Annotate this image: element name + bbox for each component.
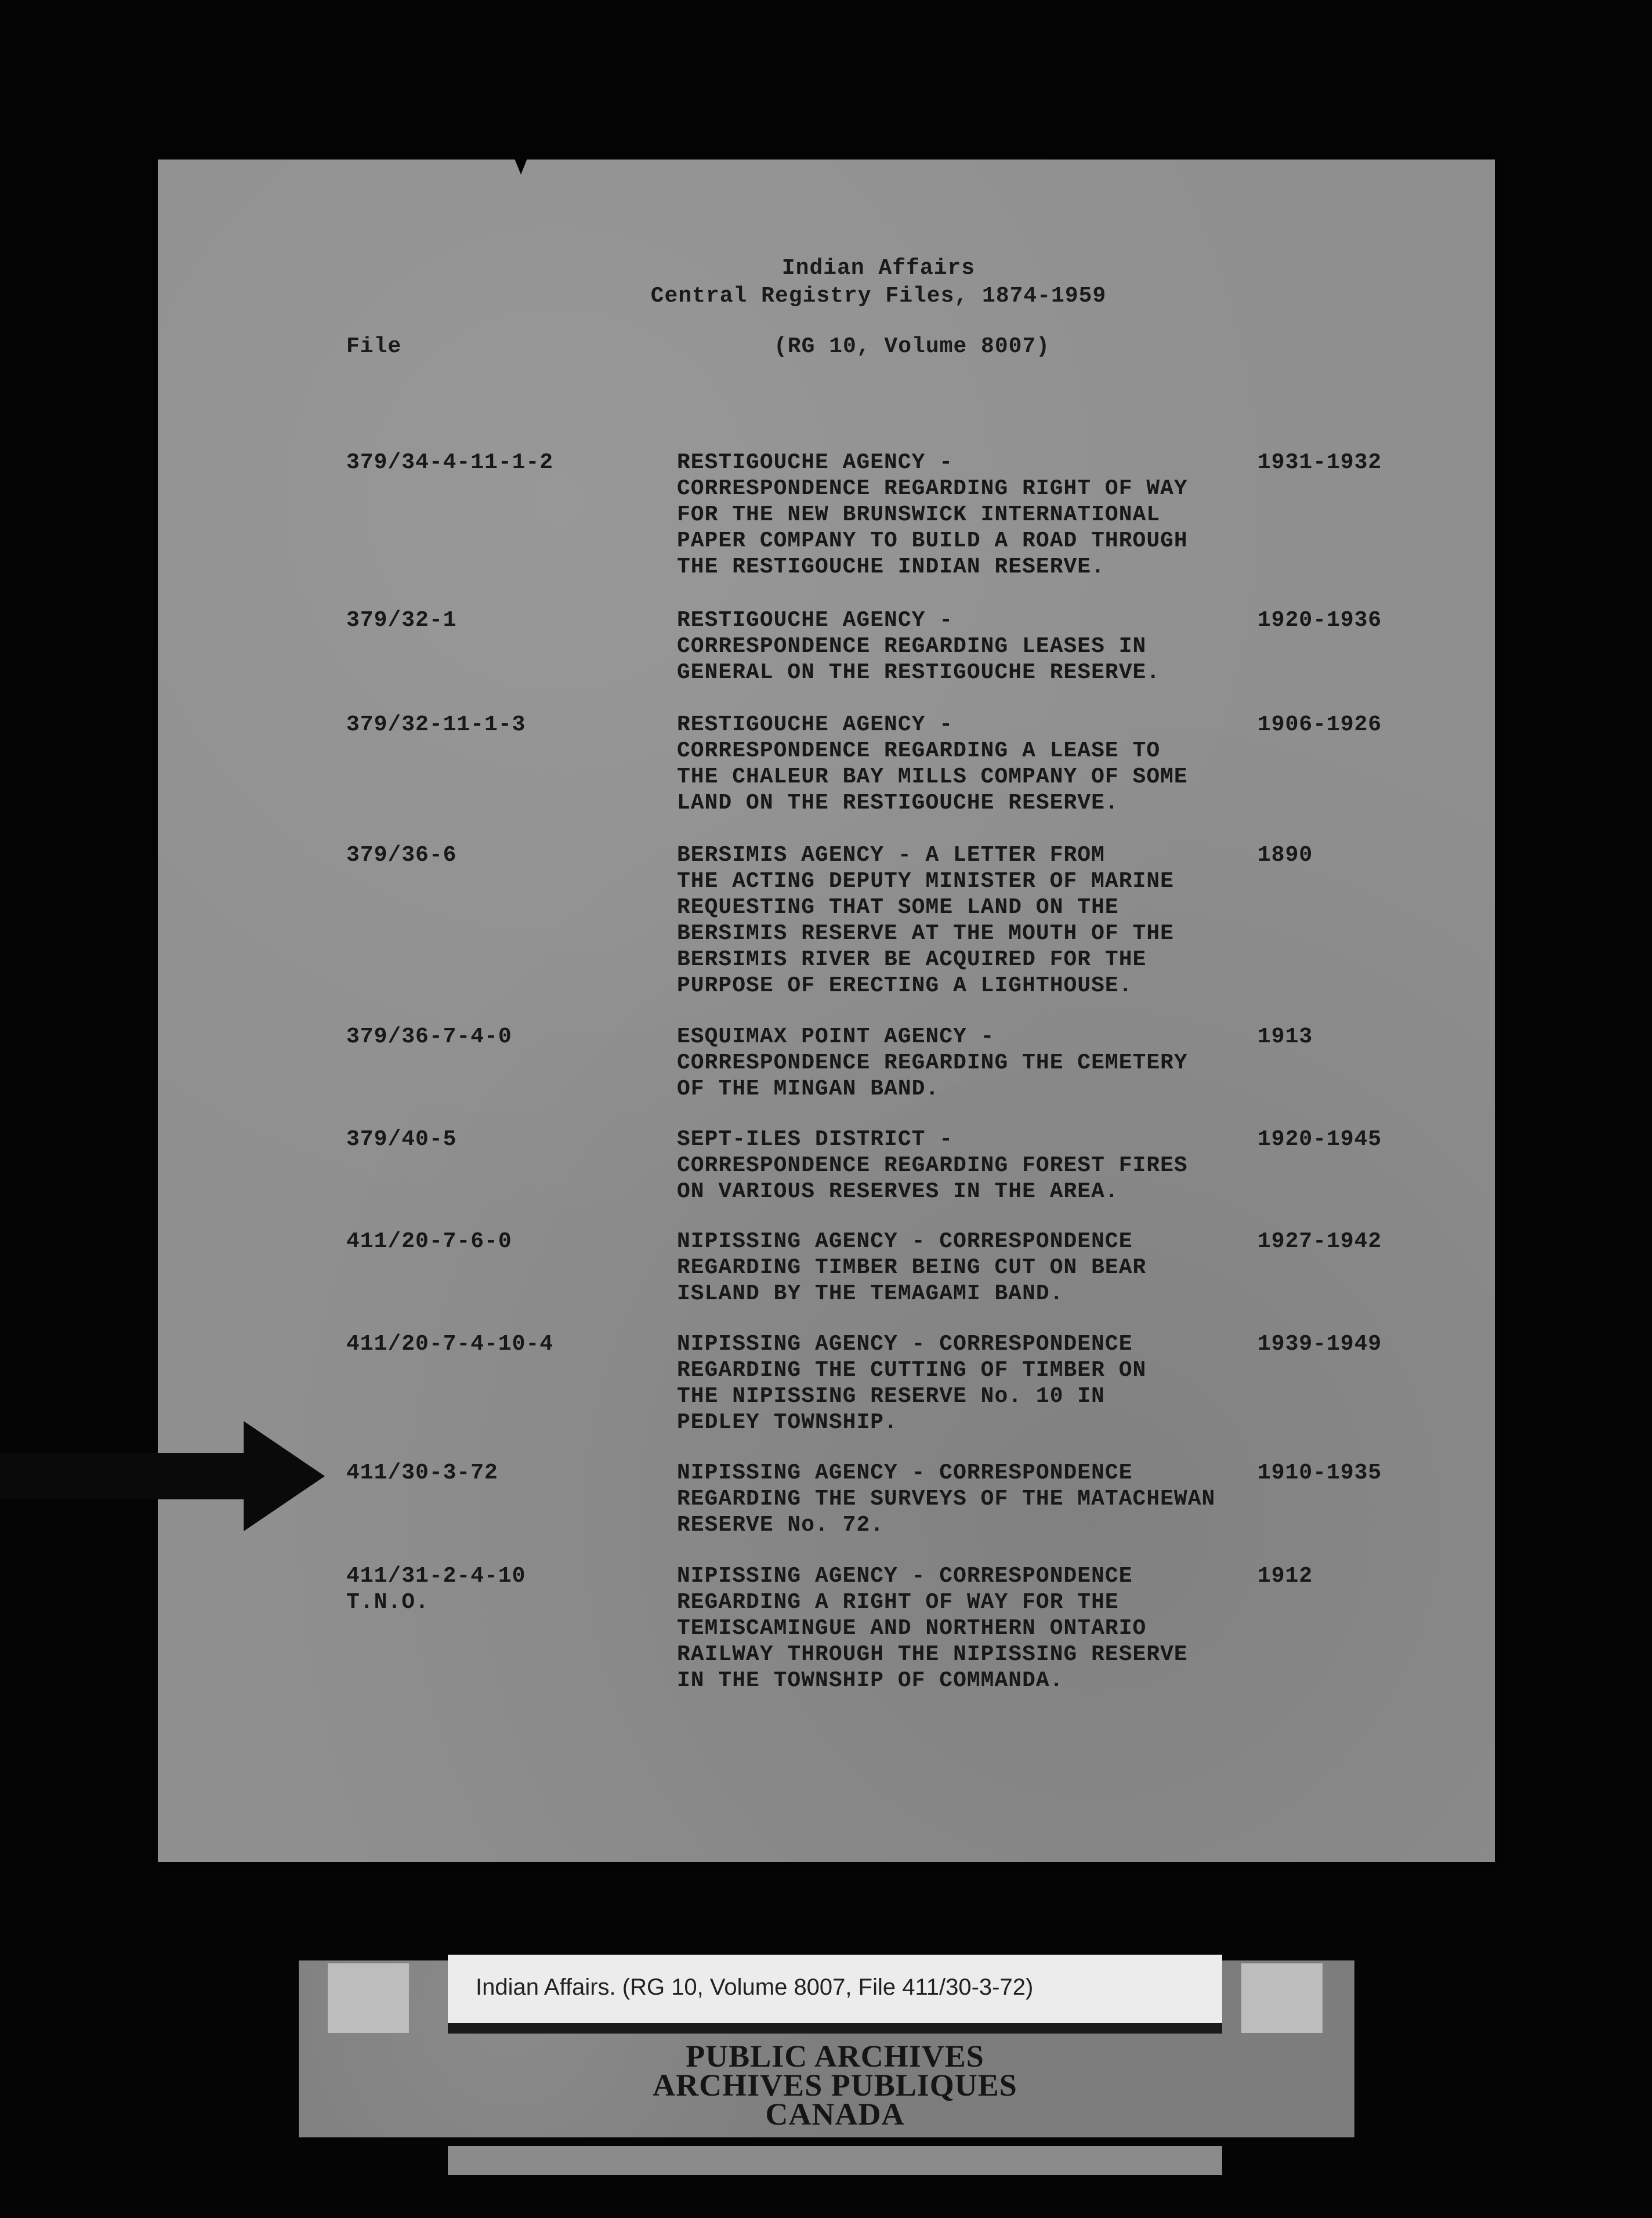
- file-description: NIPISSING AGENCY - CORRESPONDENCE REGARDING A RIGHT OF WAY FOR THE TEMISCAMINGUE AND NORTHERN ONTARIO RAILWAY THROUGH THE NIPISSING RESERVE IN THE TOWNSHIP OF COMMANDA.: [677, 1564, 1188, 1693]
- document-title: Indian Affairs: [781, 256, 976, 281]
- file-dates: 1927-1942: [1258, 1229, 1382, 1254]
- file-dates: 1920-1936: [1258, 608, 1382, 633]
- volume-label: (RG 10, Volume 8007): [774, 334, 1050, 359]
- file-dates: 1931-1932: [1258, 450, 1382, 475]
- file-number: 379/34-4-11-1-2: [346, 450, 554, 475]
- file-number: 411/30-3-72: [346, 1460, 498, 1485]
- file-dates: 1939-1949: [1258, 1332, 1382, 1357]
- label-tab-right: [1241, 1963, 1323, 2033]
- file-number: 411/20-7-6-0: [346, 1229, 512, 1254]
- file-description: RESTIGOUCHE AGENCY - CORRESPONDENCE REGARDING LEASES IN GENERAL ON THE RESTIGOUCHE RESERVE.: [677, 608, 1161, 685]
- stamp-line-1: PUBLIC ARCHIVES: [686, 2039, 984, 2074]
- file-description: NIPISSING AGENCY - CORRESPONDENCE REGARDING THE SURVEYS OF THE MATACHEWAN RESERVE No. 72.: [677, 1460, 1216, 1538]
- reference-label-text: Indian Affairs. (RG 10, Volume 8007, File 411/30-3-72): [476, 1974, 1034, 2000]
- file-description: RESTIGOUCHE AGENCY - CORRESPONDENCE REGARDING A LEASE TO THE CHALEUR BAY MILLS COMPANY OF SOME LAND ON THE RESTIGOUCHE RESERVE.: [677, 712, 1188, 816]
- label-tab-left: [328, 1963, 409, 2033]
- document-page: [158, 160, 1495, 1862]
- file-number: 411/31-2-4-10 T.N.O.: [346, 1564, 526, 1615]
- file-number: 379/36-6: [346, 843, 457, 868]
- file-column-label: File: [346, 334, 402, 359]
- file-number: 379/40-5: [346, 1127, 457, 1152]
- file-dates: 1906-1926: [1258, 712, 1382, 737]
- page-notch: [514, 157, 528, 175]
- document-subtitle: Central Registry Files, 1874-1959: [650, 284, 1107, 309]
- file-number: 379/36-7-4-0: [346, 1024, 512, 1049]
- file-description: NIPISSING AGENCY - CORRESPONDENCE REGARDING TIMBER BEING CUT ON BEAR ISLAND BY THE TEMAGAMI BAND.: [677, 1229, 1147, 1306]
- file-dates: 1912: [1258, 1564, 1313, 1589]
- file-description: RESTIGOUCHE AGENCY - CORRESPONDENCE REGARDING RIGHT OF WAY FOR THE NEW BRUNSWICK INTERNATIONAL PAPER COMPANY TO BUILD A ROAD THROUGH THE RESTIGOUCHE INDIAN RESERVE.: [677, 450, 1188, 579]
- file-number: 411/20-7-4-10-4: [346, 1332, 554, 1357]
- reference-label-card: [448, 1955, 1222, 2034]
- file-number: 379/32-11-1-3: [346, 712, 526, 737]
- file-description: SEPT-ILES DISTRICT - CORRESPONDENCE REGARDING FOREST FIRES ON VARIOUS RESERVES IN THE AREA.: [677, 1127, 1188, 1204]
- file-description: BERSIMIS AGENCY - A LETTER FROM THE ACTING DEPUTY MINISTER OF MARINE REQUESTING THAT SOME LAND ON THE BERSIMIS RESERVE AT THE MOUTH OF THE BERSIMIS RIVER BE ACQUIRED FOR THE PURPOSE OF ERECTING A LIGHTHOUSE.: [677, 843, 1174, 998]
- file-description: ESQUIMAX POINT AGENCY - CORRESPONDENCE REGARDING THE CEMETERY OF THE MINGAN BAND.: [677, 1024, 1188, 1101]
- archives-stamp: [448, 2039, 1222, 2132]
- file-dates: 1920-1945: [1258, 1127, 1382, 1152]
- file-number: 379/32-1: [346, 608, 457, 633]
- bottom-card-strip: [448, 2146, 1222, 2175]
- stamp-line-2: ARCHIVES PUBLIQUES: [653, 2068, 1017, 2103]
- file-dates: 1913: [1258, 1024, 1313, 1049]
- file-dates: 1890: [1258, 843, 1313, 868]
- file-description: NIPISSING AGENCY - CORRESPONDENCE REGARDING THE CUTTING OF TIMBER ON THE NIPISSING RESERVE No. 10 IN PEDLEY TOWNSHIP.: [677, 1332, 1147, 1435]
- file-dates: 1910-1935: [1258, 1460, 1382, 1485]
- pointer-arrow-icon: [0, 1421, 325, 1531]
- stamp-line-3: CANADA: [765, 2097, 905, 2132]
